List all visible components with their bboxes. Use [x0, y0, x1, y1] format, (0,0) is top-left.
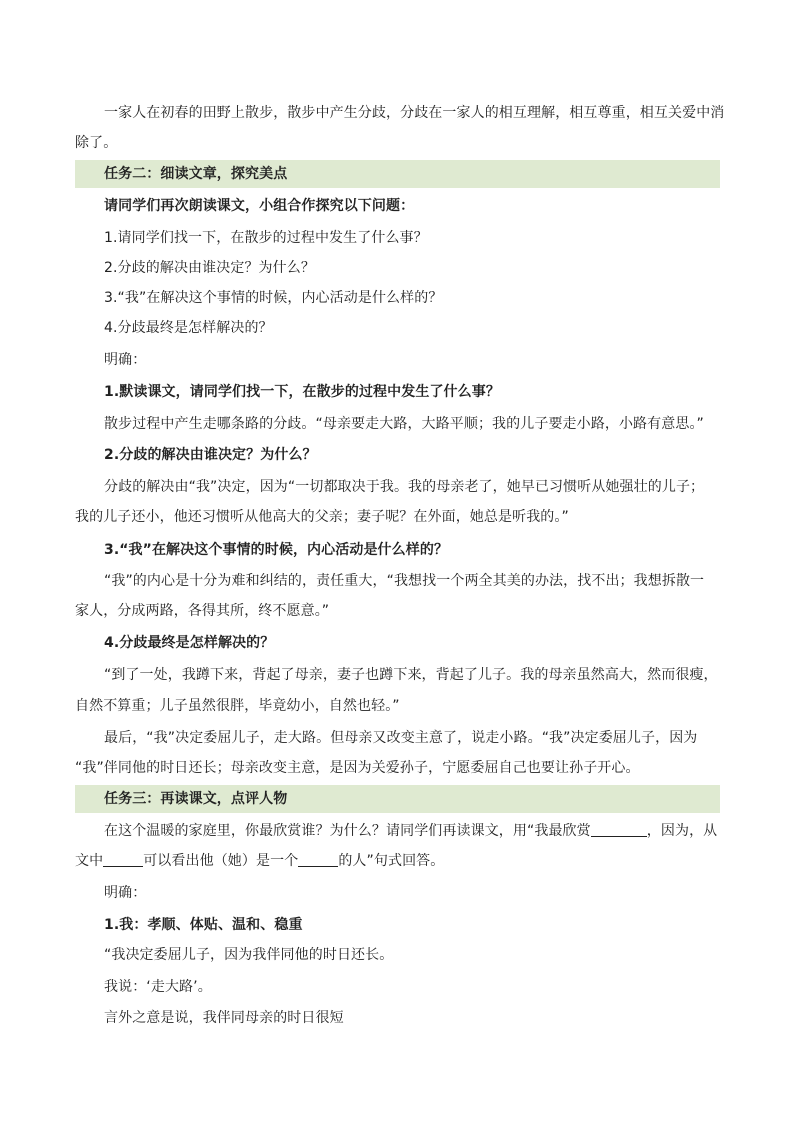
intro-line-2: 除了。 — [75, 135, 118, 151]
answer-3-text-2: 家人，分成两路，各得其所，终不愿意。” — [75, 603, 330, 619]
task3-header-band — [75, 785, 720, 813]
task3-text-a: 在这个温暖的家庭里，你最欣赏谁？为什么？请同学们再读课文，用“我最欣赏 — [104, 823, 591, 839]
task3-clarify: 明确： — [104, 885, 147, 901]
character-me-quote-3: 言外之意是说，我伴同母亲的时日很短 — [104, 1010, 344, 1026]
fill-blank-2 — [103, 852, 143, 867]
answer-3-title: 3.“我”在解决这个事情的时候，内心活动是什么样的？ — [104, 542, 449, 558]
task2-header: 任务二：细读文章，探究美点 — [104, 166, 288, 182]
answer-4-title: 4.分歧最终是怎样解决的？ — [104, 635, 275, 651]
answer-4-text-1: “到了一处，我蹲下来，背起了母亲，妻子也蹲下来，背起了儿子。我的母亲虽然高大，然而很瘦， — [104, 667, 718, 683]
answer-1-title: 1.默读课文，请同学们找一下，在散步的过程中发生了什么事？ — [104, 384, 500, 400]
answer-2-text-1: 分歧的解决由“我”决定，因为“一切都取决于我。我的母亲老了，她早已习惯听从她强壮的儿子； — [104, 479, 705, 495]
fill-blank-1 — [591, 822, 647, 837]
answer-2-title: 2.分歧的解决由谁决定？为什么？ — [104, 447, 317, 463]
task2-question-2: 2.分歧的解决由谁决定？为什么？ — [104, 260, 315, 276]
task3-header: 任务三：再读课文，点评人物 — [104, 791, 288, 807]
task3-text-d: 可以看出他（她）是一个 — [143, 853, 299, 869]
task3-text-e: 的人”句式回答。 — [338, 853, 445, 869]
fill-blank-3 — [298, 852, 338, 867]
task2-header-band — [75, 160, 720, 188]
character-me-quote-1: “我决定委屈儿子，因为我伴同他的时日还长。 — [104, 947, 394, 963]
answer-3-text-1: “我”的内心是十分为难和纠结的，责任重大，“我想找一个两全其美的办法，找不出；我想拆散一 — [104, 573, 705, 589]
answer-1-text: 散步过程中产生走哪条路的分歧。“母亲要走大路，大路平顺；我的儿子要走小路，小路有意思。” — [104, 416, 704, 432]
task2-clarify: 明确： — [104, 352, 147, 368]
task2-question-3: 3.“我”在解决这个事情的时候，内心活动是什么样的？ — [104, 290, 443, 306]
answer-2-text-2: 我的儿子还小，他还习惯听从他高大的父亲；妻子呢？在外面，她总是听我的。” — [75, 509, 569, 525]
task3-paragraph-line-1 — [104, 821, 724, 841]
answer-4-text-3: 最后，“我”决定委屈儿子，走大路。但母亲又改变主意了，说走小路。“我”决定委屈儿子，因为 — [104, 730, 698, 746]
task2-prompt: 请同学们再次朗读课文，小组合作探究以下问题： — [104, 198, 415, 214]
answer-4-text-4: “我”伴同他的时日还长；母亲改变主意，是因为关爱孙子，宁愿委屈自己也要让孙子开心。 — [75, 760, 640, 776]
answer-4-text-2: 自然不算重；儿子虽然很胖，毕竟幼小，自然也轻。” — [75, 698, 400, 714]
intro-line-1: 一家人在初春的田野上散步，散步中产生分歧，分歧在一家人的相互理解，相互尊重，相互关爱中消 — [104, 105, 725, 121]
task2-question-4: 4.分歧最终是怎样解决的？ — [104, 320, 273, 336]
character-me-title: 1.我：孝顺、体贴、温和、稳重 — [104, 917, 303, 933]
task3-text-b: ，因为，从 — [646, 823, 718, 839]
task3-paragraph-line-2 — [75, 851, 725, 871]
task3-text-c: 文中 — [75, 853, 104, 869]
task2-question-1: 1.请同学们找一下，在散步的过程中发生了什么事？ — [104, 230, 428, 246]
character-me-quote-2: 我说：‘走大路’。 — [104, 979, 212, 995]
